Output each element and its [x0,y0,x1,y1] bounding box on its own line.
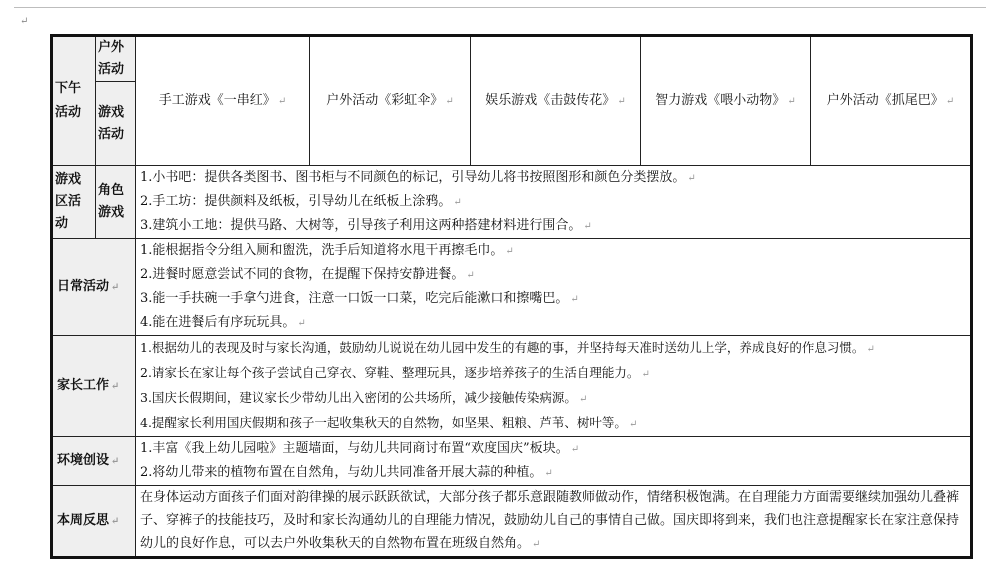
parents-row [52,336,972,437]
daily-row [52,239,972,336]
game-area-line-2: 2.手工坊：提供颜料及纸板，引导幼儿在纸板上涂鸦。 ↵ [140,194,462,209]
afternoon-item-1: 手工游戏《一串红》 ↵ [136,36,310,166]
game-area-line-3: 3.建筑小工地：提供马路、大树等，引导孩子利用这两种搭建材料进行围合。 ↵ [140,218,592,233]
daily-line-1: 1.能根据指令分组入厕和盥洗，洗手后知道将水甩干再擦毛巾。 ↵ [140,243,514,258]
parents-line-1: 1.根据幼儿的表现及时与家长沟通，鼓励幼儿说说在幼儿园中发生的有趣的事，并坚持每天准时送幼儿上学，养成良好的作息习惯。 ↵ [140,340,875,355]
parents-line-3: 3.国庆长假期间，建议家长少带幼儿出入密闭的公共场所，减少接触传染病源。 ↵ [140,390,588,405]
afternoon-item-3: 娱乐游戏《击鼓传花》 ↵ [471,36,641,166]
afternoon-item-5: 户外活动《抓尾巴》 ↵ [811,36,972,166]
weekly-plan-table [50,34,973,559]
environment-line-2: 2.将幼儿带来的植物布置在自然角，与幼儿共同准备开展大蒜的种植。 ↵ [140,465,553,480]
parents-line-4: 4.提醒家长利用国庆假期和孩子一起收集秋天的自然物，如坚果、粗粮、芦苇、树叶等。 ↵ [140,415,638,430]
afternoon-item-4: 智力游戏《喂小动物》 ↵ [641,36,811,166]
reflection-label: 本周反思 ↵ [52,486,136,558]
daily-content [136,239,972,336]
paragraph-mark: ↵ [20,16,29,27]
role-play-sublabel: 角色游戏 [96,166,136,239]
ruler-line [14,7,986,8]
afternoon-item-2: 户外活动《彩虹伞》 ↵ [310,36,471,166]
daily-line-2: 2.进餐时愿意尝试不同的食物，在提醒下保持安静进餐。 ↵ [140,267,475,282]
game-area-label: 游戏区活动 [52,166,96,239]
game-area-row [52,166,972,239]
daily-label: 日常活动 ↵ [52,239,136,336]
reflection-row [52,486,972,558]
environment-row [52,437,972,486]
outdoor-sublabel: 户外活动 [96,36,136,82]
game-sublabel: 游戏活动 [96,82,136,166]
game-area-content [136,166,972,239]
environment-line-1: 1.丰富《我上幼儿园啦》主题墙面，与幼儿共同商讨布置“欢度国庆”板块。 ↵ [140,441,580,456]
reflection-content: 在身体运动方面孩子们面对韵律操的展示跃跃欲试，大部分孩子都乐意跟随教师做动作，情绪积极饱满。在自理能力方面需要继续加强幼儿叠裤子、穿裤子的技能技巧，及时和家长沟通幼儿的自理能力情况，鼓励幼儿自己的事情自己做。国庆即将到来，我们也注意提醒家长在家注意保持幼儿的良好作息，可以去户外收集秋天的自然物布置在班级自然角。 ↵ [136,486,972,558]
parents-content [136,336,972,437]
afternoon-label: 下午活动 [52,36,96,166]
parents-line-2: 2.请家长在家让每个孩子尝试自己穿衣、穿鞋、整理玩具，逐步培养孩子的生活自理能力。 ↵ [140,365,650,380]
environment-label: 环境创设 ↵ [52,437,136,486]
daily-line-3: 3.能一手扶碗一手拿勺进食，注意一口饭一口菜，吃完后能漱口和擦嘴巴。 ↵ [140,291,579,306]
parents-label: 家长工作 ↵ [52,336,136,437]
afternoon-row-1 [52,36,972,82]
game-area-line-1: 1.小书吧：提供各类图书、图书柜与不同颜色的标记，引导幼儿将书按照图形和颜色分类摆放。 ↵ [140,170,696,185]
daily-line-4: 4.能在进餐后有序玩玩具。 ↵ [140,315,306,330]
environment-content [136,437,972,486]
